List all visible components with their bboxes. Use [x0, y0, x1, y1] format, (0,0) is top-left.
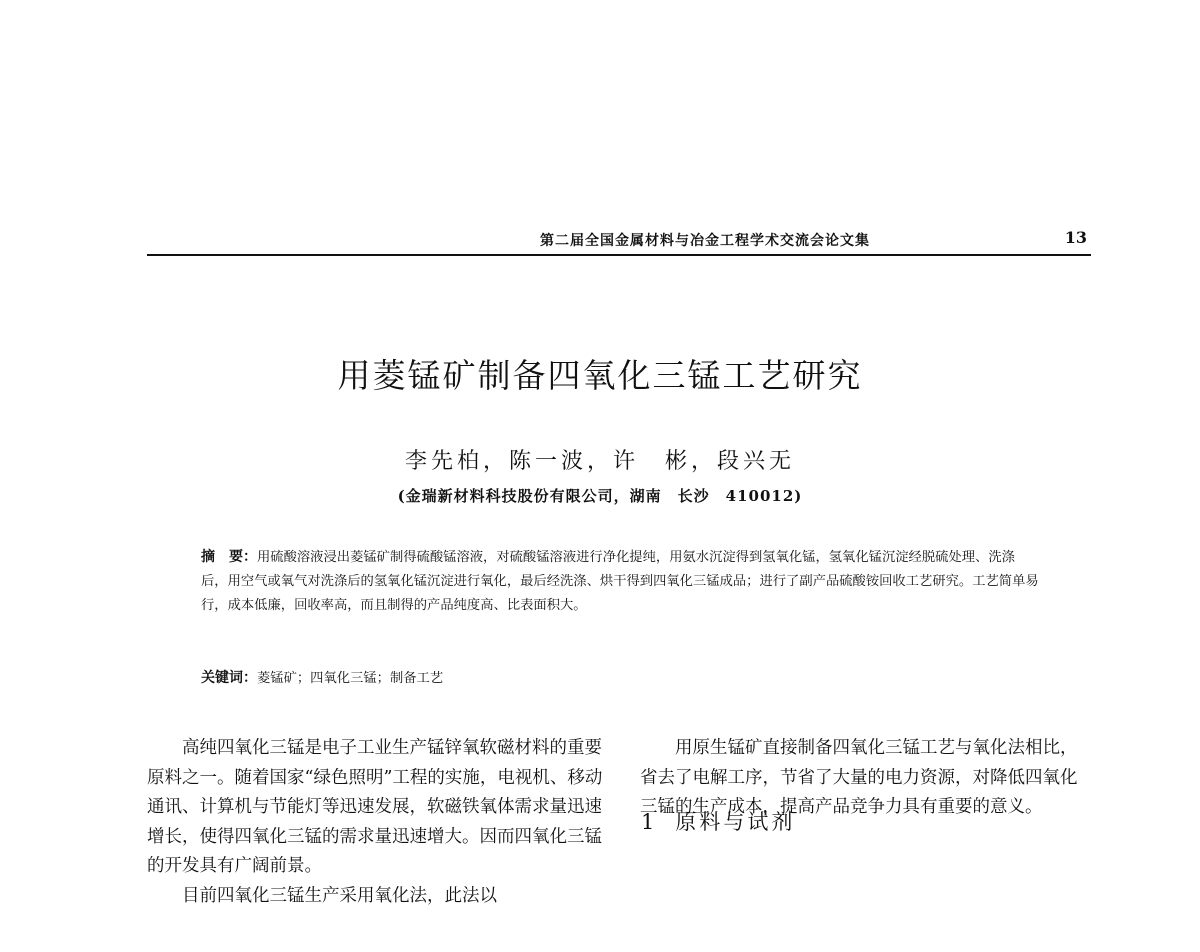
- abstract-text: 用硫酸溶液浸出菱锰矿制得硫酸锰溶液，对硫酸锰溶液进行净化提纯，用氨水沉淀得到氢氧化锰，氢氧化锰沉淀经脱硫处理、洗涤后，用空气或氧气对洗涤后的氢氧化锰沉淀进行氧化，最后经洗涤、烘干得到四氧化三锰成品；进行了副产品硫酸铵回收工艺研究。工艺简单易行，成本低廉，回收率高，而且制得的产品纯度高、比表面积大。: [201, 550, 1039, 613]
- abstract: [201, 545, 1041, 618]
- section-heading: [641, 806, 795, 836]
- section-title: 原料与试剂: [675, 810, 796, 834]
- keywords-label: 关键词：: [201, 670, 257, 686]
- body-left-column: [147, 734, 603, 911]
- paper-title: 用菱锰矿制备四氧化三锰工艺研究: [337, 356, 863, 395]
- body-paragraph: 用原生锰矿直接制备四氧化三锰工艺与氧化法相比，省去了电解工序，节省了大量的电力资源，对降低四氧化三锰的生产成本，提高产品竞争力具有重要的意义。: [640, 738, 1078, 817]
- keywords-text: 菱锰矿；四氧化三锰；制备工艺: [257, 671, 444, 686]
- section-number: 1: [641, 810, 658, 834]
- affiliation: (金瑞新材料科技股份有限公司，湖南 长沙 410012): [397, 487, 803, 505]
- body-paragraph: 高纯四氧化三锰是电子工业生产锰锌氧软磁材料的重要原料之一。随着国家“绿色照明”工程的实施，电视机、移动通讯、计算机与节能灯等迅速发展，软磁铁氧体需求量迅速增长，使得四氧化三锰的需求量迅速增大。因而四氧化三锰的开发具有广阔前景。: [147, 738, 603, 876]
- keywords: [201, 666, 1041, 691]
- abstract-label: 摘 要：: [201, 549, 257, 565]
- authors: 李先柏，陈一波，许 彬，段兴无: [404, 449, 795, 474]
- running-header: [147, 224, 1091, 256]
- page-number: 13: [1064, 228, 1087, 247]
- body-paragraph: 目前四氧化三锰生产采用氧化法，此法以: [182, 885, 497, 906]
- journal-title: 第二届全国金属材料与冶金工程学术交流会论文集: [540, 233, 870, 249]
